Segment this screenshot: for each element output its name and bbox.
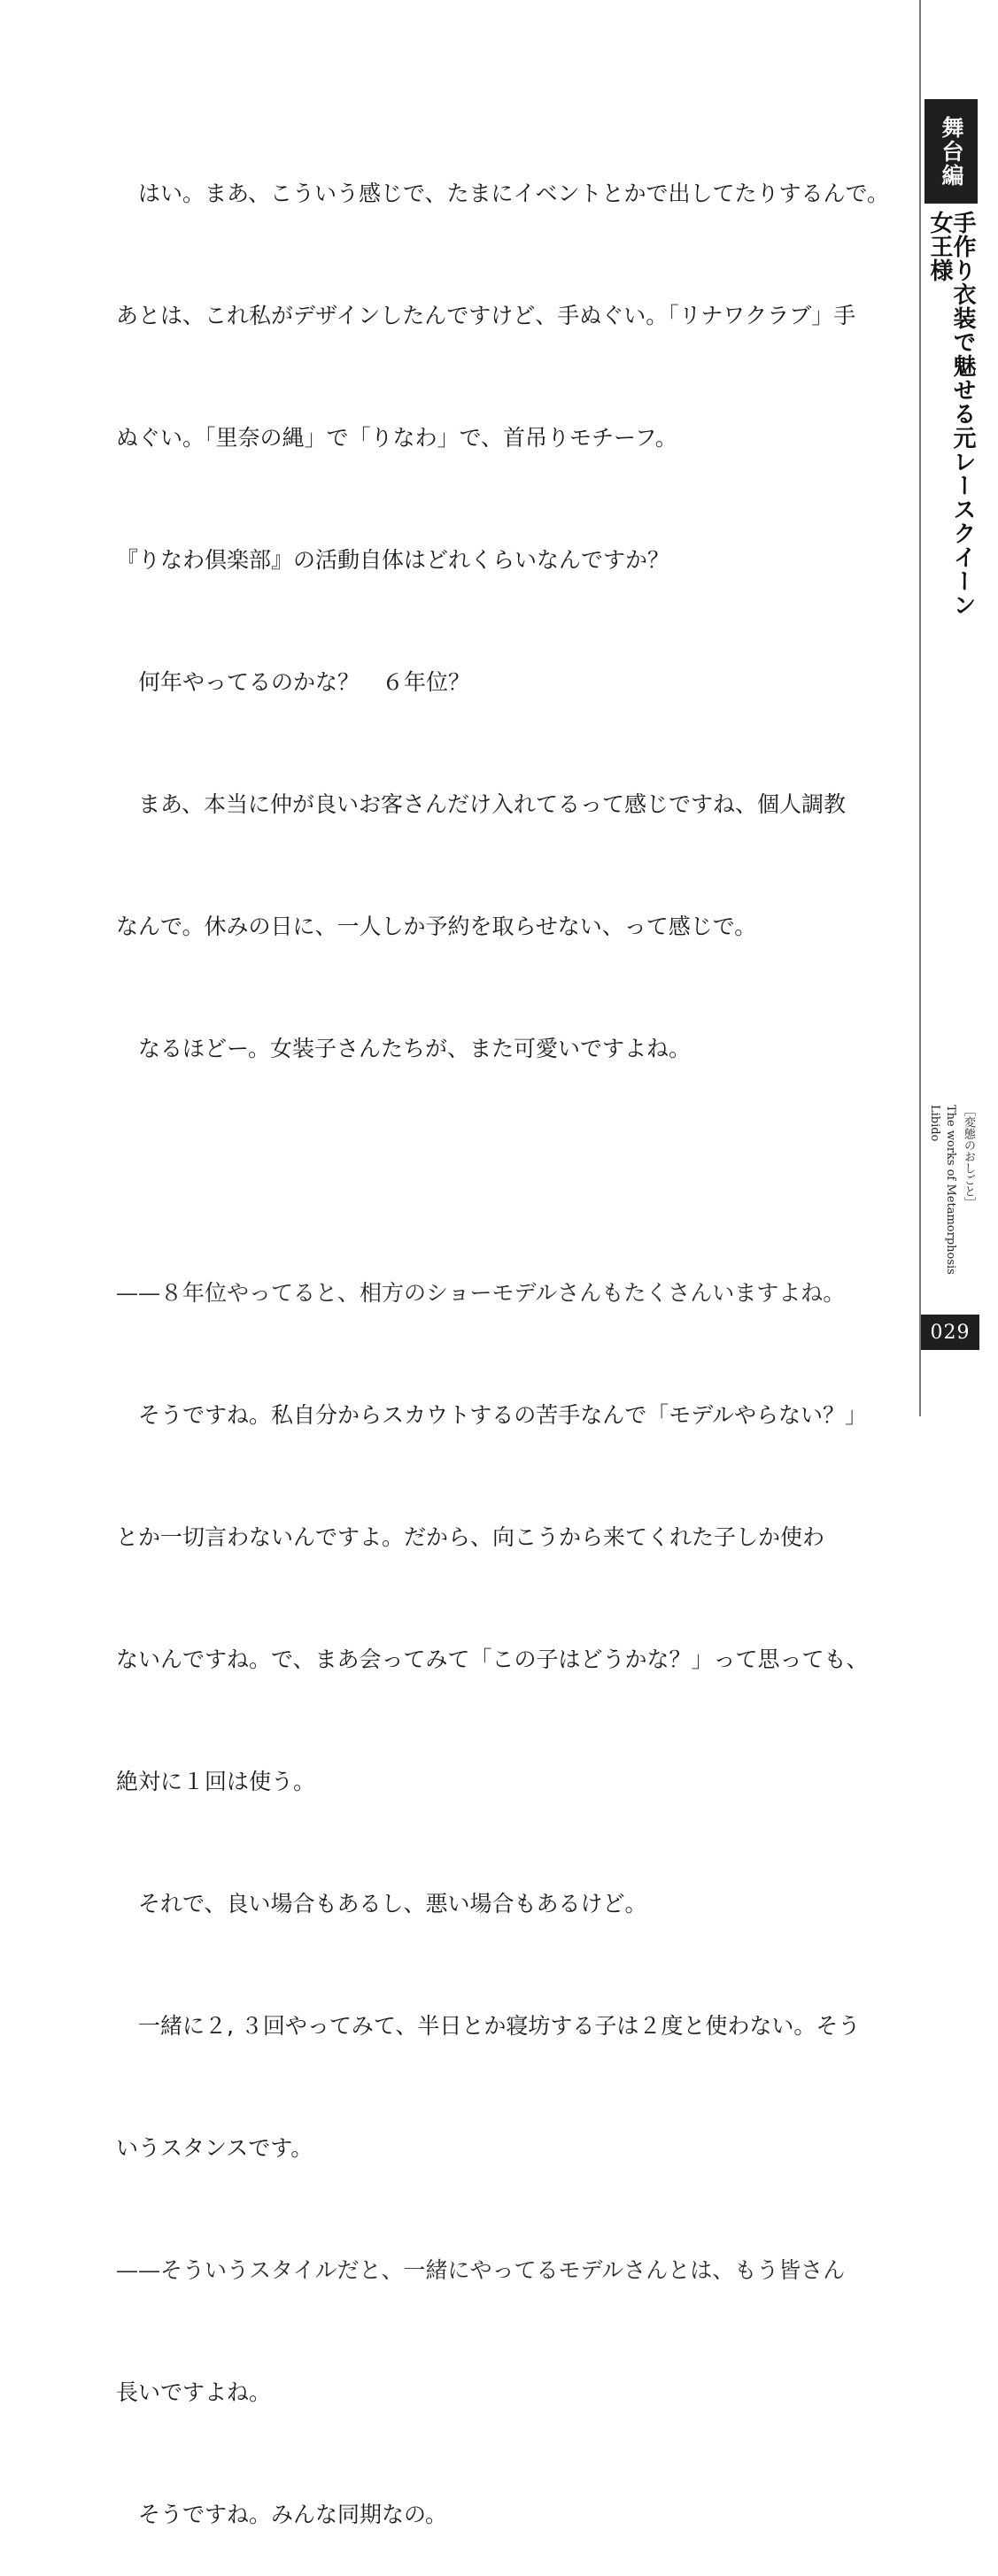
- text-line: ぬぐい。「里奈の縄」で「りなわ」で、首吊りモチーフ。: [116, 425, 677, 451]
- text-line: ないんですね。で、まあ会ってみて「この子はどうかな？」って思っても、: [116, 1647, 869, 1672]
- chapter-title-text: 手作り衣装で魅せる元レースクイーン女王様: [926, 211, 976, 617]
- text-line: いうスタンスです。: [116, 2135, 313, 2161]
- text-line: 『りなわ倶楽部』の活動自体はどれくらいなんですか？: [116, 547, 670, 573]
- series-title: [928, 1105, 975, 1307]
- text-line: それで、良い場合もあるし、悪い場合もあるけど。: [116, 1891, 647, 1917]
- interviewer-question: ——８年位やってると、相方のショーモデルさんもたくさんいますよね。: [116, 1280, 846, 1306]
- series-title-en: The works of Metamorphosis Libido: [928, 1105, 957, 1275]
- text-line: なるほどー。女装子さんたちが、また可愛いですよね。: [116, 1036, 692, 1061]
- text-line: あとは、これ私がデザインしたんですけど、手ぬぐい。「リナワクラブ」手: [116, 303, 856, 328]
- text-line: 絶対に１回は使う。: [116, 1769, 316, 1794]
- text-line: はい。まあ、こういう感じで、たまにイベントとかで出してたりするんで。: [116, 181, 890, 206]
- text-line: そうですね。みんな同期なの。: [116, 2502, 448, 2527]
- interviewer-question: ——そういうスタイルだと、一緒にやってるモデルさんとは、もう皆さん: [116, 2257, 846, 2283]
- section-label: 舞台編: [939, 115, 964, 188]
- text-line: まあ、本当に仲が良いお客さんだけ入れてるって感じですね、個人調教: [116, 791, 847, 817]
- text-line: なんで。休みの日に、一人しか予約を取らせない、って感じで。: [116, 914, 757, 939]
- section-tab: [925, 99, 978, 204]
- text-line: 何年やってるのかな？ ６年位？: [116, 669, 471, 695]
- page-number-text: 029: [930, 1321, 971, 1344]
- text-line: 長いですよね。: [116, 2379, 272, 2405]
- blank-line: [116, 1151, 878, 1192]
- chapter-title: [925, 211, 978, 636]
- text-line: 一緒に２, ３回やってみて、半日とか寝坊する子は２度と使わない。そう: [116, 2013, 861, 2039]
- text-line: とか一切言わないんですよ。だから、向こうから来てくれた子しか使わ: [116, 1524, 825, 1550]
- page-number: [921, 1315, 979, 1350]
- text-line: そうですね。私自分からスカウトするの苦手なんで「モデルやらない？」: [116, 1402, 868, 1428]
- body-text: [116, 92, 890, 2576]
- series-title-ja: ［変態のおしごと］: [962, 1105, 975, 1208]
- sidebar-divider: [919, 0, 921, 1416]
